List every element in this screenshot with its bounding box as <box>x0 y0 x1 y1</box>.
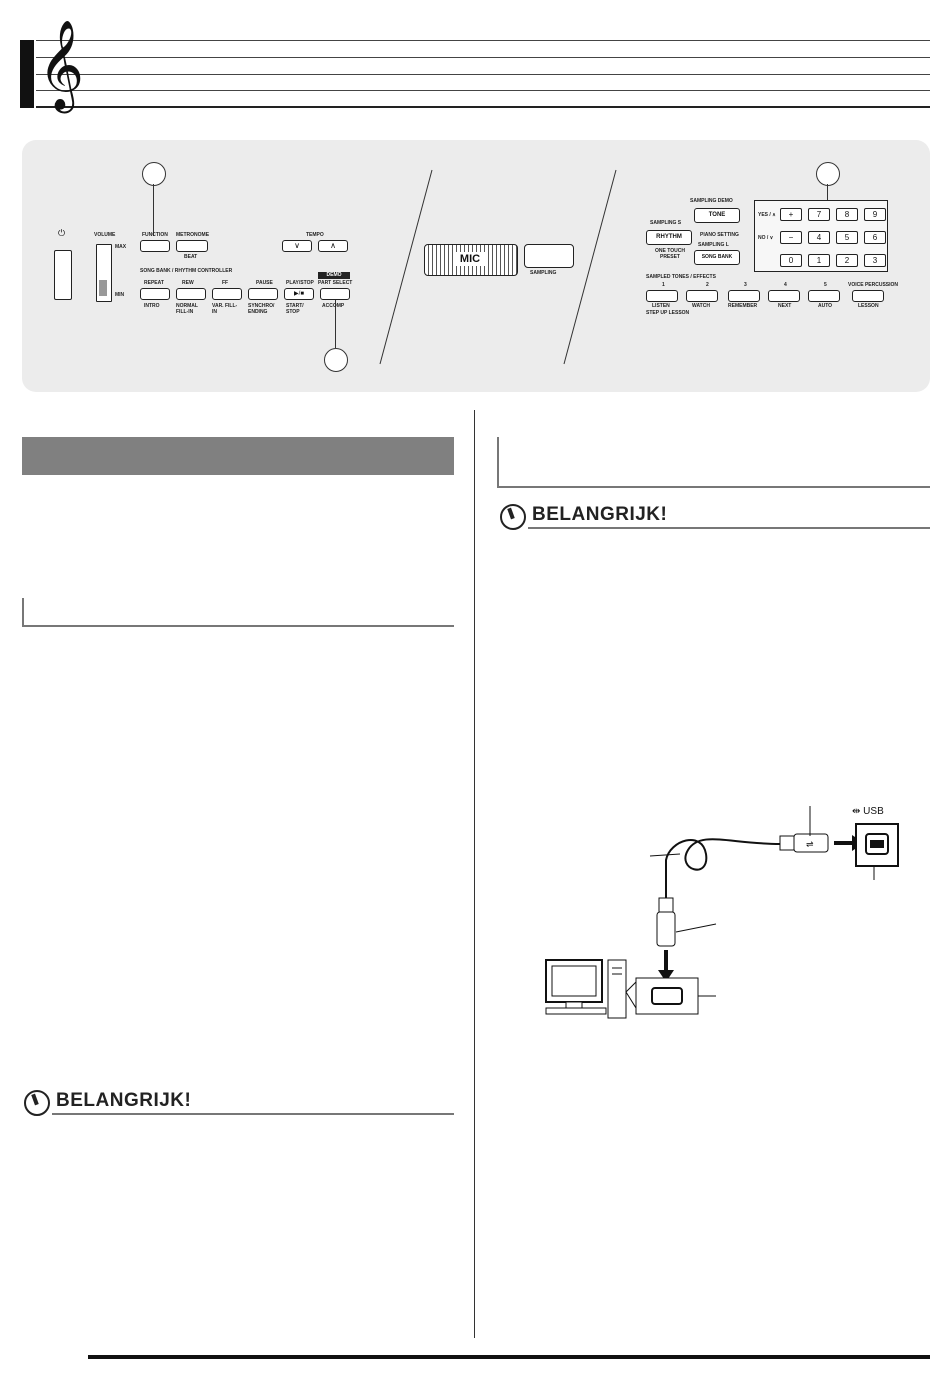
sampling-label: SAMPLING <box>530 270 557 276</box>
key-3[interactable]: 3 <box>864 254 886 267</box>
pad-button-1[interactable] <box>646 290 678 302</box>
var-fill-in-label: VAR. FILL-IN <box>212 303 238 315</box>
play-stop-button[interactable]: ▶/■ <box>284 288 314 300</box>
treble-clef-icon: 𝄞 <box>38 20 85 110</box>
function-label: FUNCTION <box>142 232 168 238</box>
staff-line <box>36 90 930 91</box>
remember-label: REMEMBER <box>728 303 758 309</box>
svg-text:⇌: ⇌ <box>806 840 814 850</box>
volume-label: VOLUME <box>94 232 116 238</box>
yes-label: YES / ∧ <box>758 212 776 218</box>
voice-percussion-label: VOICE PERCUSSION <box>848 282 899 288</box>
piano-setting-label: PIANO SETTING <box>700 232 739 238</box>
accomp-label: ACCOMP <box>322 303 345 309</box>
pad-button-5[interactable] <box>808 290 840 302</box>
subsection-rule-tick <box>22 598 24 626</box>
column-divider <box>474 410 475 1338</box>
subsection-rule <box>22 625 454 627</box>
metronome-button[interactable] <box>176 240 208 252</box>
beat-label: BEAT <box>184 254 198 260</box>
ff-label: FF <box>222 280 229 286</box>
play-stop-label: PLAY/STOP <box>286 280 314 286</box>
no-label: NO / ∨ <box>758 235 774 241</box>
voice-percussion-button[interactable] <box>852 290 884 302</box>
important-label-right: BELANGRIJK! <box>532 504 668 525</box>
key-6[interactable]: 6 <box>864 231 886 244</box>
key-plus[interactable]: + <box>780 208 802 221</box>
pad-5-label: 5 <box>824 282 827 288</box>
ff-button[interactable] <box>212 288 242 300</box>
sampling-s-label: SAMPLING S <box>650 220 682 226</box>
callout-circle <box>142 162 166 186</box>
listen-label: LISTEN <box>652 303 670 309</box>
pad-4-label: 4 <box>784 282 787 288</box>
pause-label: PAUSE <box>256 280 273 286</box>
pad-3-label: 3 <box>744 282 747 288</box>
rew-button[interactable] <box>176 288 206 300</box>
sampling-demo-label: SAMPLING DEMO <box>690 198 733 204</box>
sampling-l-label: SAMPLING L <box>698 242 729 248</box>
callout-line <box>153 184 154 236</box>
part-select-button[interactable] <box>320 288 350 300</box>
power-icon: ⏻ <box>58 228 66 238</box>
key-4[interactable]: 4 <box>808 231 830 244</box>
start-stop-label: START/ STOP <box>286 303 304 315</box>
tone-button[interactable]: TONE <box>694 208 740 223</box>
header-bar <box>20 40 34 108</box>
metronome-label: METRONOME <box>176 232 210 238</box>
song-bank-rhythm-label: SONG BANK / RHYTHM CONTROLLER <box>140 268 233 274</box>
callout-circle <box>816 162 840 186</box>
sampling-button[interactable] <box>524 244 574 268</box>
synchro-ending-label: SYNCHRO/ ENDING <box>248 303 275 315</box>
usb-logo: ⇹ USB <box>852 806 884 817</box>
watch-label: WATCH <box>692 303 710 309</box>
staff-line <box>36 106 930 108</box>
rew-label: REW <box>182 280 194 286</box>
next-label: NEXT <box>778 303 792 309</box>
section-header-bar <box>22 437 454 475</box>
volume-slider-knob[interactable] <box>99 280 107 296</box>
staff-line <box>36 40 930 41</box>
pad-button-4[interactable] <box>768 290 800 302</box>
mic-label: MIC <box>454 252 486 266</box>
pad-button-2[interactable] <box>686 290 718 302</box>
key-2[interactable]: 2 <box>836 254 858 267</box>
key-8[interactable]: 8 <box>836 208 858 221</box>
normal-fill-in-label: NORMAL FILL-IN <box>176 303 198 315</box>
staff-line <box>36 74 930 75</box>
function-button[interactable] <box>140 240 170 252</box>
pad-2-label: 2 <box>706 282 709 288</box>
callout-circle <box>324 348 348 372</box>
keyboard-panel <box>22 140 930 392</box>
usb-label: USB <box>863 806 884 817</box>
pad-button-3[interactable] <box>728 290 760 302</box>
tempo-label: TEMPO <box>306 232 324 238</box>
key-0[interactable]: 0 <box>780 254 802 267</box>
key-5[interactable]: 5 <box>836 231 858 244</box>
key-9[interactable]: 9 <box>864 208 886 221</box>
tempo-up-button[interactable]: ∧ <box>318 240 348 252</box>
key-1[interactable]: 1 <box>808 254 830 267</box>
right-section-rule <box>497 486 930 488</box>
repeat-label: REPEAT <box>144 280 164 286</box>
pad-1-label: 1 <box>662 282 665 288</box>
song-bank-button[interactable]: SONG BANK <box>694 250 740 265</box>
volume-max-label: MAX <box>115 244 127 250</box>
power-button[interactable] <box>54 250 72 300</box>
footer-rule <box>88 1355 930 1359</box>
key-minus[interactable]: − <box>780 231 802 244</box>
staff-line <box>36 57 930 58</box>
pause-button[interactable] <box>248 288 278 300</box>
repeat-button[interactable] <box>140 288 170 300</box>
rhythm-button[interactable]: RHYTHM <box>646 230 692 245</box>
important-rule-right <box>528 527 930 529</box>
one-touch-preset-label: ONE TOUCH PRESET <box>655 248 685 260</box>
sampled-tones-label: SAMPLED TONES / EFFECTS <box>646 274 716 280</box>
step-up-lesson-label: STEP UP LESSON <box>646 310 690 316</box>
usb-connection-diagram <box>530 800 910 1030</box>
tempo-down-button[interactable]: ∨ <box>282 240 312 252</box>
right-section-rule-tick <box>497 437 499 487</box>
important-rule-left <box>52 1113 454 1115</box>
important-label-left: BELANGRIJK! <box>56 1090 192 1111</box>
volume-min-label: MIN <box>115 292 125 298</box>
lesson-label: LESSON <box>858 303 879 309</box>
intro-label: INTRO <box>144 303 160 309</box>
auto-label: AUTO <box>818 303 833 309</box>
key-7[interactable]: 7 <box>808 208 830 221</box>
demo-badge: DEMO <box>318 272 350 279</box>
part-select-label: PART SELECT <box>318 280 353 286</box>
